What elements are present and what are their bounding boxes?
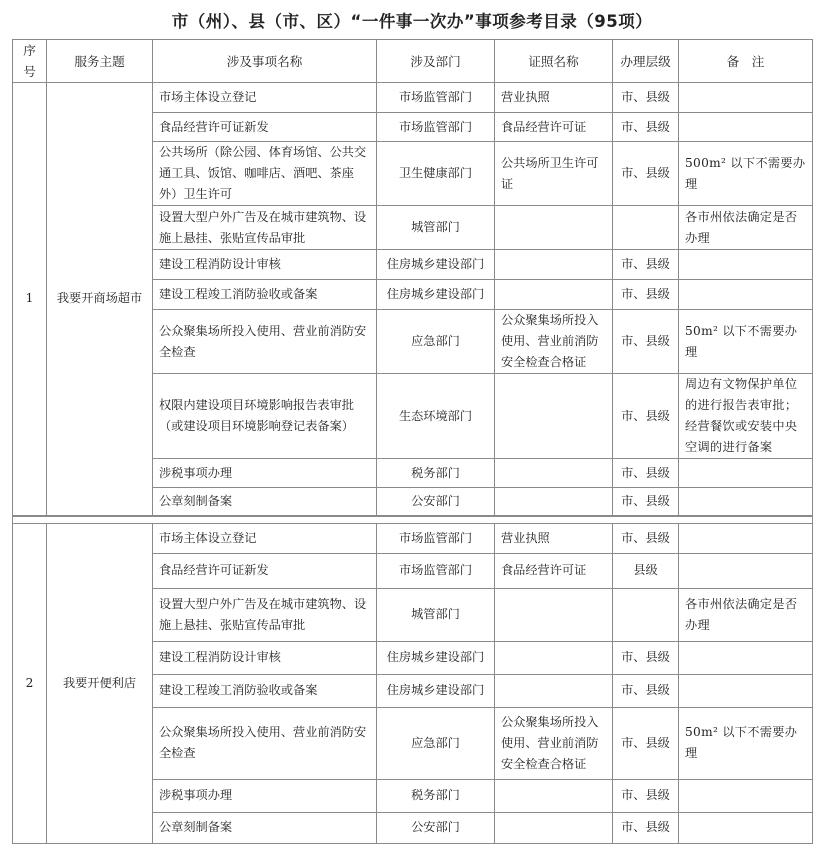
group-1	[13, 83, 813, 516]
license-name	[495, 280, 613, 310]
header-level: 办理层级	[613, 40, 679, 83]
item-name: 建设工程竣工消防验收或备案	[153, 280, 377, 310]
document-title: 市（州）、县（市、区）“一件事一次办”事项参考目录（95项）	[171, 12, 653, 31]
level	[613, 588, 679, 641]
note: 周边有文物保护单位的进行报告表审批；经营餐饮或安装中央空调的进行备案	[679, 374, 813, 459]
item-name: 公共场所（除公园、体育场馆、公共交通工具、饭馆、咖啡店、酒吧、茶座外）卫生许可	[153, 142, 377, 206]
header-dept: 涉及部门	[377, 40, 495, 83]
level: 市、县级	[613, 707, 679, 779]
level: 市、县级	[613, 280, 679, 310]
dept-name: 住房城乡建设部门	[377, 250, 495, 280]
section-separator	[13, 516, 813, 524]
level: 市、县级	[613, 523, 679, 553]
item-name: 权限内建设项目环境影响报告表审批（或建设项目环境影响登记表备案）	[153, 374, 377, 459]
dept-name: 公安部门	[377, 488, 495, 516]
level: 县级	[613, 553, 679, 588]
license-name: 营业执照	[495, 83, 613, 113]
license-name: 公共场所卫生许可证	[495, 142, 613, 206]
note	[679, 113, 813, 142]
license-name	[495, 674, 613, 707]
level: 市、县级	[613, 641, 679, 674]
note	[679, 280, 813, 310]
license-name	[495, 206, 613, 250]
header-note: 备 注	[679, 40, 813, 83]
separator-cell	[13, 516, 813, 524]
header-item: 涉及事项名称	[153, 40, 377, 83]
level: 市、县级	[613, 674, 679, 707]
item-name: 涉税事项办理	[153, 779, 377, 812]
license-name	[495, 459, 613, 488]
item-name: 设置大型户外广告及在城市建筑物、设施上悬挂、张贴宣传品审批	[153, 588, 377, 641]
note	[679, 459, 813, 488]
group-theme: 我要开商场超市	[47, 83, 153, 516]
dept-name: 市场监管部门	[377, 113, 495, 142]
license-name: 营业执照	[495, 523, 613, 553]
level: 市、县级	[613, 142, 679, 206]
separator-row	[13, 516, 813, 524]
level: 市、县级	[613, 113, 679, 142]
license-name	[495, 488, 613, 516]
note	[679, 523, 813, 553]
dept-name: 税务部门	[377, 459, 495, 488]
header-theme: 服务主题	[47, 40, 153, 83]
item-name: 公众聚集场所投入使用、营业前消防安全检查	[153, 707, 377, 779]
level: 市、县级	[613, 488, 679, 516]
note	[679, 674, 813, 707]
level: 市、县级	[613, 310, 679, 374]
item-name: 公章刻制备案	[153, 812, 377, 843]
group-theme: 我要开便利店	[47, 523, 153, 843]
dept-name: 住房城乡建设部门	[377, 674, 495, 707]
dept-name: 应急部门	[377, 310, 495, 374]
item-name: 设置大型户外广告及在城市建筑物、设施上悬挂、张贴宣传品审批	[153, 206, 377, 250]
license-name	[495, 588, 613, 641]
item-name: 食品经营许可证新发	[153, 553, 377, 588]
item-name: 建设工程消防设计审核	[153, 250, 377, 280]
license-name	[495, 374, 613, 459]
dept-name: 应急部门	[377, 707, 495, 779]
dept-name: 市场监管部门	[377, 553, 495, 588]
dept-name: 城管部门	[377, 206, 495, 250]
level: 市、县级	[613, 250, 679, 280]
dept-name: 城管部门	[377, 588, 495, 641]
dept-name: 生态环境部门	[377, 374, 495, 459]
level: 市、县级	[613, 374, 679, 459]
group-index: 2	[13, 523, 47, 843]
level: 市、县级	[613, 459, 679, 488]
note	[679, 641, 813, 674]
item-name: 市场主体设立登记	[153, 83, 377, 113]
note	[679, 250, 813, 280]
group-index: 1	[13, 83, 47, 516]
item-name: 公章刻制备案	[153, 488, 377, 516]
dept-name: 税务部门	[377, 779, 495, 812]
item-name: 建设工程竣工消防验收或备案	[153, 674, 377, 707]
note: 各市州依法确定是否办理	[679, 206, 813, 250]
dept-name: 市场监管部门	[377, 83, 495, 113]
license-name: 公众聚集场所投入使用、营业前消防安全检查合格证	[495, 310, 613, 374]
note	[679, 553, 813, 588]
level: 市、县级	[613, 83, 679, 113]
license-name	[495, 779, 613, 812]
item-name: 食品经营许可证新发	[153, 113, 377, 142]
header-index: 序号	[13, 40, 47, 83]
dept-name: 市场监管部门	[377, 523, 495, 553]
group-2	[13, 523, 813, 843]
license-name: 公众聚集场所投入使用、营业前消防安全检查合格证	[495, 707, 613, 779]
license-name: 食品经营许可证	[495, 113, 613, 142]
table-row	[13, 523, 813, 553]
license-name: 食品经营许可证	[495, 553, 613, 588]
note: 500m² 以下不需要办理	[679, 142, 813, 206]
dept-name: 住房城乡建设部门	[377, 641, 495, 674]
license-name	[495, 250, 613, 280]
note	[679, 488, 813, 516]
item-name: 涉税事项办理	[153, 459, 377, 488]
license-name	[495, 641, 613, 674]
note	[679, 779, 813, 812]
dept-name: 公安部门	[377, 812, 495, 843]
header-license: 证照名称	[495, 40, 613, 83]
table-row	[13, 83, 813, 113]
level: 市、县级	[613, 779, 679, 812]
note: 50m² 以下不需要办理	[679, 707, 813, 779]
dept-name: 卫生健康部门	[377, 142, 495, 206]
note	[679, 83, 813, 113]
level	[613, 206, 679, 250]
item-name: 建设工程消防设计审核	[153, 641, 377, 674]
dept-name: 住房城乡建设部门	[377, 280, 495, 310]
item-name: 公众聚集场所投入使用、营业前消防安全检查	[153, 310, 377, 374]
service-table	[12, 39, 813, 844]
header-row	[13, 40, 813, 83]
level: 市、县级	[613, 812, 679, 843]
item-name: 市场主体设立登记	[153, 523, 377, 553]
note: 50m² 以下不需要办理	[679, 310, 813, 374]
note: 各市州依法确定是否办理	[679, 588, 813, 641]
